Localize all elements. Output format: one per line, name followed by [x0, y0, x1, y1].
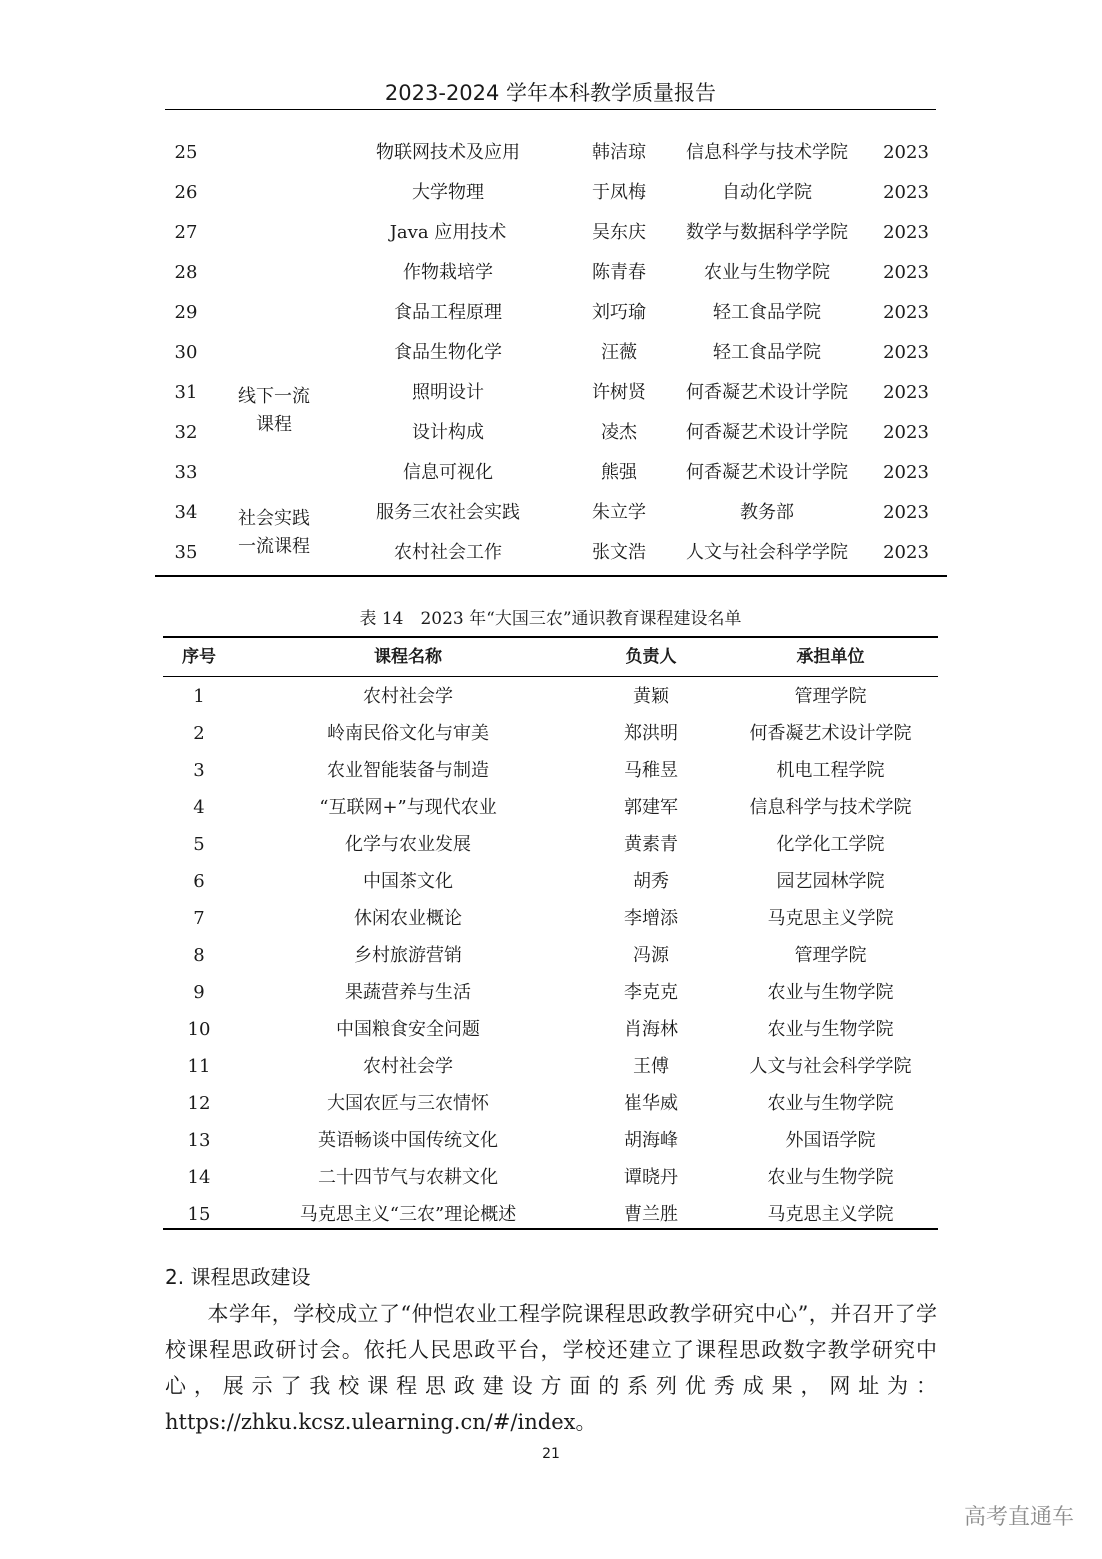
cell-no: 10: [187, 1019, 211, 1040]
table-row: [163, 1159, 938, 1196]
header-no: 序号: [182, 647, 216, 667]
cell-course: Java 应用技术: [389, 222, 507, 243]
cell-unit: 教务部: [740, 502, 794, 523]
cell-course: 马克思主义“三农”理论概述: [299, 1204, 517, 1225]
cell-unit: 人文与社会科学学院: [749, 1056, 912, 1077]
cell-course: 化学与农业发展: [345, 834, 471, 855]
header-unit: 承担单位: [796, 647, 865, 667]
cell-course: 中国粮食安全问题: [336, 1019, 480, 1040]
cell-lead: 胡海峰: [624, 1130, 678, 1151]
cell-no: 31: [174, 382, 198, 403]
header-rule: [165, 109, 936, 110]
cell-no: 33: [174, 462, 198, 483]
section-paragraph: [165, 1296, 937, 1440]
cell-lead: 张文浩: [592, 542, 646, 563]
cell-year: 2023: [883, 462, 929, 483]
cell-no: 26: [174, 182, 198, 203]
cell-lead: 吴东庆: [592, 222, 646, 243]
cell-course: 食品生物化学: [394, 342, 502, 363]
cell-unit: 化学化工学院: [776, 834, 885, 855]
cell-unit: 轻工食品学院: [713, 342, 821, 363]
cell-course: 农村社会学: [363, 1056, 453, 1077]
table-row: [163, 752, 938, 789]
cell-no: 27: [174, 222, 198, 243]
table-row: [163, 1048, 938, 1085]
cell-year: 2023: [883, 262, 929, 283]
page-number: 21: [542, 1446, 560, 1462]
table-row: [163, 789, 938, 826]
cell-lead: 黄素青: [624, 834, 678, 855]
cell-unit: 农业与生物学院: [767, 1093, 894, 1114]
cell-lead: 李增添: [624, 908, 678, 929]
cell-course: 服务三农社会实践: [376, 502, 520, 523]
table-row: [163, 974, 938, 1011]
cell-course: 物联网技术及应用: [376, 142, 520, 163]
table-row: [163, 715, 938, 752]
table-row: [163, 1085, 938, 1122]
table-row: [163, 1196, 938, 1233]
table-row: [163, 826, 938, 863]
cell-lead: 熊强: [601, 462, 637, 483]
cell-unit: 何香凝艺术设计学院: [686, 382, 848, 403]
cell-lead: 胡秀: [633, 871, 669, 892]
cell-course: 农村社会学: [363, 686, 453, 707]
cell-no: 3: [193, 760, 205, 781]
cell-unit: 外国语学院: [785, 1130, 876, 1151]
cell-course: 中国茶文化: [363, 871, 453, 892]
cell-no: 1: [193, 686, 205, 707]
table-row: [155, 293, 947, 333]
cell-unit: 轻工食品学院: [713, 302, 821, 323]
cell-unit: 何香凝艺术设计学院: [686, 462, 848, 483]
cell-lead: 黄颖: [633, 686, 669, 707]
cell-no: 28: [174, 262, 198, 283]
cell-unit: 机电工程学院: [776, 760, 885, 781]
table-caption: 表 14 2023 年“大国三农”通识教育课程建设名单: [359, 609, 742, 629]
cell-lead: 许树贤: [592, 382, 646, 403]
cell-unit: 信息科学与技术学院: [686, 142, 848, 163]
cell-year: 2023: [883, 382, 929, 403]
cell-course: 照明设计: [412, 382, 484, 403]
table-row: [155, 173, 947, 213]
cell-course: 大国农匠与三农情怀: [327, 1093, 489, 1114]
table-header-row: [163, 639, 938, 675]
cell-lead: 于凤梅: [592, 182, 646, 203]
header-lead: 负责人: [625, 647, 677, 667]
cell-no: 11: [187, 1056, 211, 1077]
cell-no: 9: [193, 982, 205, 1003]
cell-no: 5: [193, 834, 205, 855]
cell-year: 2023: [883, 502, 929, 523]
cell-lead: 郑洪明: [624, 723, 678, 744]
cell-no: 35: [174, 542, 198, 563]
cell-unit: 农业与生物学院: [767, 1019, 894, 1040]
table-bottom-rule: [155, 575, 947, 577]
cell-unit: 农业与生物学院: [767, 1167, 894, 1188]
cell-course: 果蔬营养与生活: [345, 982, 471, 1003]
cell-course: 食品工程原理: [394, 302, 502, 323]
cell-unit: 何香凝艺术设计学院: [749, 723, 912, 744]
paragraph-text: 本学年，学校成立了“仲恺农业工程学院课程思政教学研究中心”，并召开了学校课程思政研讨会。依托人民思政平台，学校还建立了课程思政数字教学研究中心，展示了我校课程思政建设方面的系列优秀成果，网址为：https://zhku.kcsz.ulearning.cn/#/index。: [165, 1302, 937, 1434]
table-header-rule: [163, 676, 938, 677]
cell-unit: 管理学院: [794, 686, 867, 707]
cell-course: 设计构成: [412, 422, 484, 443]
cell-course: 信息可视化: [403, 462, 493, 483]
table-row: [155, 253, 947, 293]
cell-unit: 马克思主义学院: [767, 908, 894, 929]
cell-unit: 管理学院: [794, 945, 867, 966]
cell-unit: 马克思主义学院: [767, 1204, 894, 1225]
cell-lead: 李克克: [624, 982, 678, 1003]
cell-lead: 凌杰: [601, 422, 637, 443]
cell-year: 2023: [883, 342, 929, 363]
cell-course: 农业智能装备与制造: [327, 760, 489, 781]
cell-no: 30: [174, 342, 198, 363]
cell-lead: 刘巧瑜: [592, 302, 646, 323]
cell-year: 2023: [883, 422, 929, 443]
table-row: [163, 900, 938, 937]
cell-course: 休闲农业概论: [354, 908, 462, 929]
table-row: [155, 133, 947, 173]
cell-unit: 农业与生物学院: [767, 982, 894, 1003]
cell-unit: 园艺园林学院: [776, 871, 885, 892]
cell-no: 32: [174, 422, 198, 443]
cell-course: 乡村旅游营销: [354, 945, 462, 966]
table-row: [163, 863, 938, 900]
cell-no: 25: [174, 142, 198, 163]
cell-no: 13: [187, 1130, 211, 1151]
cell-unit: 人文与社会科学学院: [686, 542, 848, 563]
cell-year: 2023: [883, 222, 929, 243]
cell-lead: 郭建军: [624, 797, 678, 818]
cell-lead: 谭晓丹: [624, 1167, 678, 1188]
cell-lead: 陈青春: [592, 262, 646, 283]
cell-course: 农村社会工作: [394, 542, 502, 563]
table-row: [163, 678, 938, 715]
cell-course: 作物栽培学: [403, 262, 493, 283]
cell-unit: 信息科学与技术学院: [749, 797, 912, 818]
cell-unit: 自动化学院: [722, 182, 812, 203]
cell-course: “互联网+”与现代农业: [319, 797, 497, 818]
cell-no: 7: [193, 908, 205, 929]
cell-unit: 何香凝艺术设计学院: [686, 422, 848, 443]
table-row: [163, 937, 938, 974]
cell-no: 8: [193, 945, 205, 966]
cell-no: 15: [187, 1204, 211, 1225]
cell-unit: 农业与生物学院: [704, 262, 830, 283]
page-header: 2023-2024 学年本科教学质量报告: [384, 81, 717, 105]
cell-no: 2: [193, 723, 205, 744]
cell-year: 2023: [883, 542, 929, 563]
cell-no: 14: [187, 1167, 211, 1188]
table-row: [155, 213, 947, 253]
cell-no: 34: [174, 502, 198, 523]
cell-course: 岭南民俗文化与审美: [327, 723, 489, 744]
cell-lead: 王傅: [633, 1056, 669, 1077]
cell-lead: 汪薇: [601, 342, 637, 363]
cell-year: 2023: [883, 182, 929, 203]
table-row: [163, 1122, 938, 1159]
cell-course: 英语畅谈中国传统文化: [318, 1130, 498, 1151]
cell-no: 4: [193, 797, 205, 818]
cell-lead: 马稚昱: [624, 760, 678, 781]
watermark: 高考直通车: [963, 1505, 1074, 1530]
section-heading: 2. 课程思政建设: [165, 1265, 311, 1289]
table-row: [163, 1011, 938, 1048]
cell-unit: 数学与数据科学学院: [686, 222, 848, 243]
category-label: 社会实践一流课程: [238, 508, 310, 557]
cell-lead: 曹兰胜: [624, 1204, 678, 1225]
table-row: [155, 333, 947, 373]
cell-no: 6: [193, 871, 205, 892]
cell-no: 12: [187, 1093, 211, 1114]
table-top-rule: [163, 636, 938, 638]
cell-year: 2023: [883, 302, 929, 323]
cell-lead: 冯源: [633, 945, 669, 966]
header-course: 课程名称: [374, 647, 442, 667]
cell-course: 二十四节气与农耕文化: [318, 1167, 498, 1188]
category-label: 线下一流课程: [238, 386, 310, 435]
cell-year: 2023: [883, 142, 929, 163]
cell-lead: 肖海林: [624, 1019, 678, 1040]
cell-lead: 韩洁琼: [592, 142, 646, 163]
cell-course: 大学物理: [412, 182, 484, 203]
cell-no: 29: [174, 302, 198, 323]
cell-lead: 朱立学: [592, 502, 646, 523]
cell-lead: 崔华威: [624, 1093, 678, 1114]
table-row: [155, 453, 947, 493]
